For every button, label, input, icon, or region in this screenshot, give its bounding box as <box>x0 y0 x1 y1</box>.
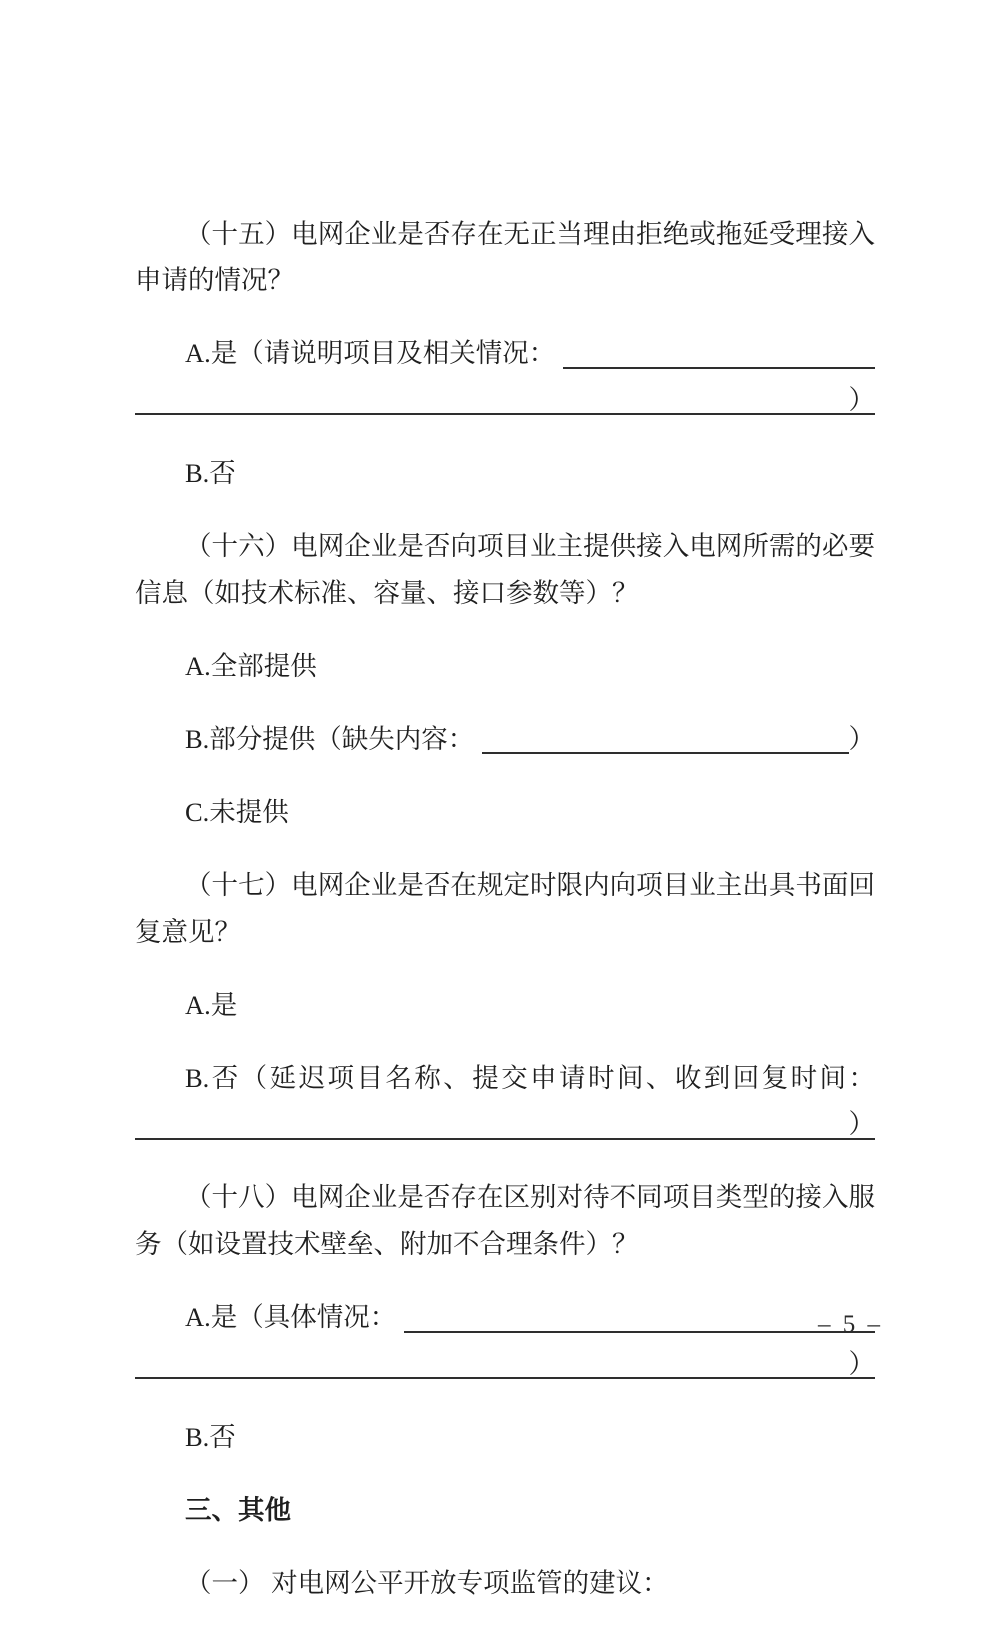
fill-in-blank-continuation <box>135 1341 875 1388</box>
section-three-heading: 三、其他 <box>185 1494 291 1525</box>
page-number: – 5 – <box>818 1311 883 1338</box>
question-17-option-b: B.否（延迟项目名称、提交申请时间、收到回复时间： <box>185 1062 875 1093</box>
question-18-title: （十八）电网企业是否存在区别对待不同项目类型的接入服务（如设置技术壁垒、附加不合理条件）？ <box>135 1182 875 1259</box>
question-16-option-a: A.全部提供 <box>185 650 317 681</box>
document-body <box>135 184 875 1633</box>
question-16-option-c: C.未提供 <box>185 796 289 827</box>
closing-paren: ） <box>848 1109 875 1140</box>
fill-in-blank-line <box>396 1294 875 1341</box>
question-16-title: （十六）电网企业是否向项目业主提供接入电网所需的必要信息（如技术标准、容量、接口参数等）？ <box>135 530 875 608</box>
fill-in-blank-line <box>555 330 875 377</box>
question-15-title: （十五）电网企业是否存在无正当理由拒绝或拖延受理接入申请的情况？ <box>135 218 875 296</box>
closing-paren: ） <box>848 1348 875 1379</box>
question-16-option-b-label: B.部分提供（缺失内容： <box>185 723 475 754</box>
section-three-item-1: （一） 对电网公平开放专项监管的建议： <box>185 1567 669 1598</box>
closing-paren: ） <box>848 723 875 754</box>
question-15-option-b: B.否 <box>185 457 236 488</box>
question-18-option-a-label: A.是（具体情况： <box>185 1302 397 1333</box>
question-17-title: （十七）电网企业是否在规定时限内向项目业主出具书面回复意见？ <box>135 869 875 947</box>
question-16-option-b <box>135 716 875 763</box>
question-18-option-a <box>135 1294 875 1341</box>
question-15-option-a <box>135 330 875 377</box>
closing-paren: ） <box>848 384 875 415</box>
fill-in-blank-continuation <box>135 1101 875 1148</box>
question-15-option-a-label: A.是（请说明项目及相关情况： <box>185 338 556 369</box>
fill-in-blank-line <box>474 716 848 763</box>
question-17-option-a: A.是 <box>185 989 238 1020</box>
question-18-option-b: B.否 <box>185 1421 236 1452</box>
fill-in-blank-continuation <box>135 377 875 424</box>
